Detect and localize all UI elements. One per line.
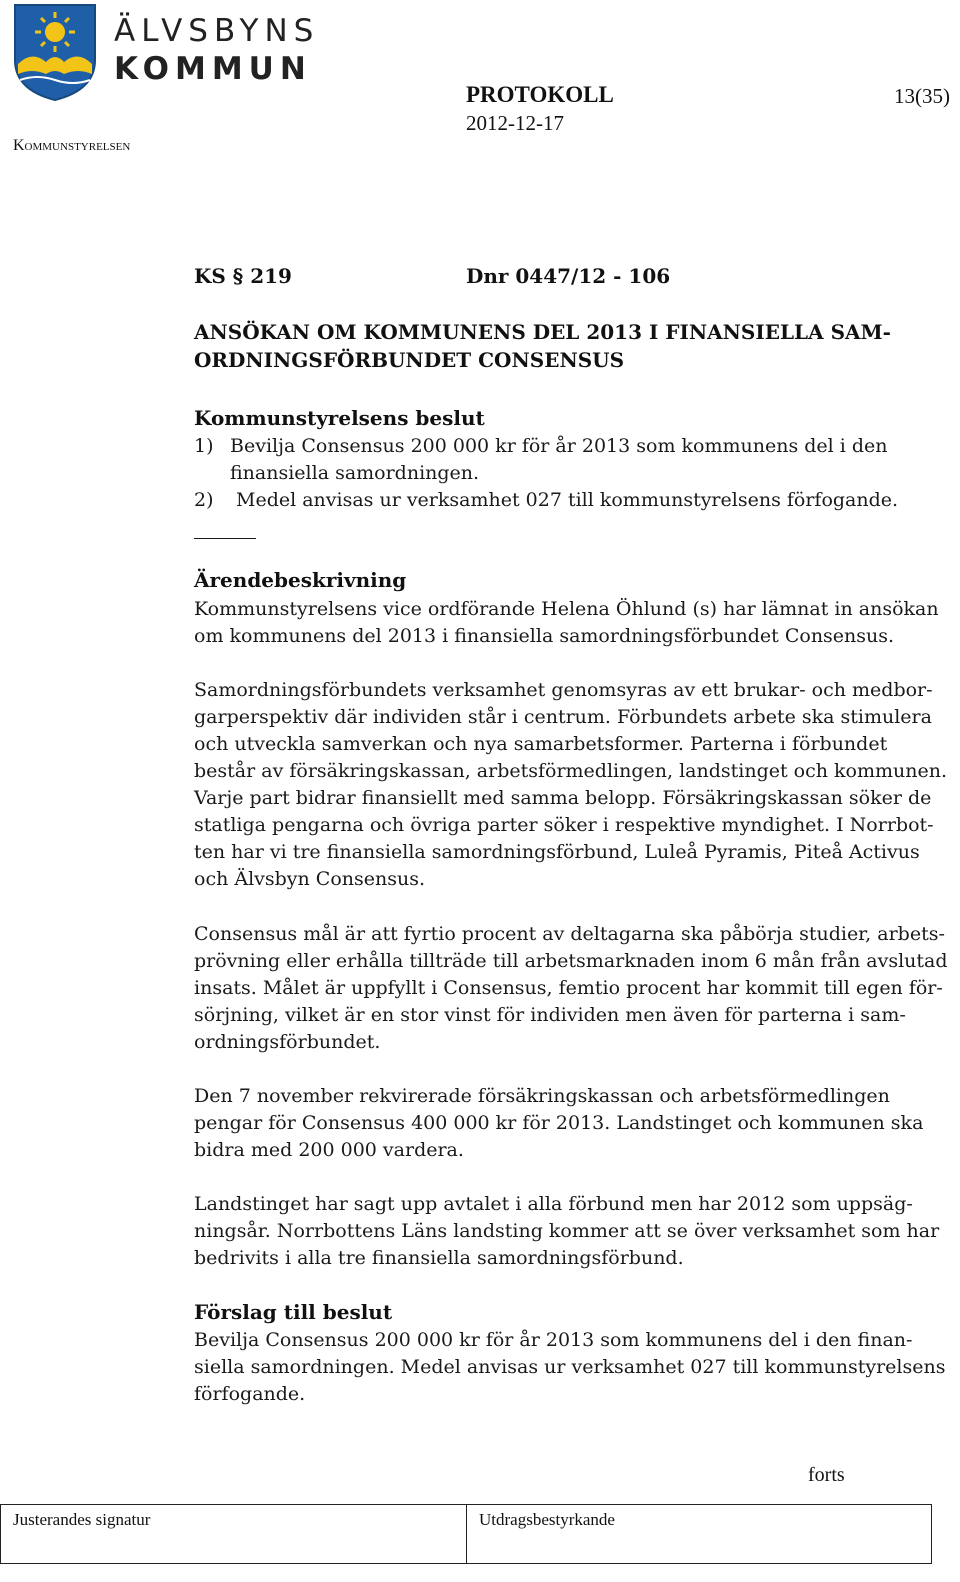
paragraph-line: Den 7 november rekvirerade försäkringskassan och arbetsförmedlingen bbox=[194, 1085, 890, 1107]
document-type: PROTOKOLL bbox=[466, 82, 614, 107]
decision-item-line: Medel anvisas ur verksamhet 027 till kommunstyrelsens förfogande. bbox=[236, 489, 899, 511]
paragraph-line: statliga pengarna och övriga parter söker i respektive myndighet. I Norrbot- bbox=[194, 814, 934, 836]
paragraph-line: Bevilja Consensus 200 000 kr för år 2013 som kommunens del i den finan- bbox=[194, 1329, 913, 1351]
document-date: 2012-12-17 bbox=[466, 111, 564, 135]
decision-item-number: 1) bbox=[194, 435, 214, 457]
paragraph-line: Kommunstyrelsens vice ordförande Helena Öhlund (s) har lämnat in ansökan bbox=[194, 598, 939, 620]
description-paragraph bbox=[194, 1083, 923, 1164]
decision-heading: Kommunstyrelsens beslut bbox=[194, 406, 485, 430]
proposal-heading: Förslag till beslut bbox=[194, 1300, 393, 1324]
case-title-line: ORDNINGSFÖRBUNDET CONSENSUS bbox=[194, 348, 625, 372]
decision-item-number: 2) bbox=[194, 489, 214, 511]
signature-cell bbox=[1, 1505, 467, 1563]
proposal-paragraph bbox=[194, 1327, 945, 1408]
extract-cell bbox=[467, 1505, 931, 1563]
description-paragraph bbox=[194, 596, 939, 650]
paragraph-line: ningsår. Norrbottens Läns landsting kommer att se över verksamhet som har bbox=[194, 1220, 940, 1242]
paragraph-line: Varje part bidrar finansiellt med samma belopp. Försäkringskassan söker de bbox=[194, 787, 932, 809]
paragraph-line: består av försäkringskassan, arbetsförmedlingen, landstinget och kommunen. bbox=[194, 760, 947, 782]
case-dnr: Dnr 0447/12 - 106 bbox=[466, 264, 671, 288]
page-number: 13(35) bbox=[894, 84, 950, 108]
paragraph-line: och Älvsbyn Consensus. bbox=[194, 868, 426, 890]
description-paragraph bbox=[194, 921, 948, 1056]
paragraph-line: pengar för Consensus 400 000 kr för 2013. Landstinget och kommunen ska bbox=[194, 1112, 924, 1134]
logo-line-2: KOMMUN bbox=[114, 51, 312, 87]
paragraph-line: insats. Målet är uppfyllt i Consensus, femtio procent har kommit till egen för- bbox=[194, 977, 943, 999]
paragraph-line: Landstinget har sagt upp avtalet i alla förbund men har 2012 som uppsäg- bbox=[194, 1193, 913, 1215]
paragraph-line: siella samordningen. Medel anvisas ur verksamhet 027 till kommunstyrelsens bbox=[194, 1356, 946, 1378]
paragraph-line: bidra med 200 000 vardera. bbox=[194, 1139, 464, 1161]
signature-label: Justerandes signatur bbox=[13, 1510, 151, 1529]
paragraph-line: garperspektiv där individen står i centrum. Förbundets arbete ska stimulera bbox=[194, 706, 932, 728]
section-divider bbox=[194, 538, 256, 539]
paragraph-line: prövning eller erhålla tillträde till arbetsmarknaden inom 6 mån från avslutad bbox=[194, 950, 948, 972]
decision-item bbox=[194, 487, 898, 514]
logo-wordmark bbox=[114, 12, 319, 88]
department-name: Kommunstyrelsen bbox=[13, 137, 131, 154]
paragraph-line: ordningsförbundet. bbox=[194, 1031, 381, 1053]
decision-item-line: Bevilja Consensus 200 000 kr för år 2013 som kommunens del i den bbox=[230, 435, 888, 457]
paragraph-line: förfogande. bbox=[194, 1383, 306, 1405]
paragraph-line: Consensus mål är att fyrtio procent av deltagarna ska påbörja studier, arbets- bbox=[194, 923, 945, 945]
decision-item-line: finansiella samordningen. bbox=[230, 462, 480, 484]
description-paragraph bbox=[194, 677, 947, 893]
logo-line-1: ÄLVSBYNS bbox=[114, 13, 320, 49]
paragraph-line: och utveckla samverkan och nya samarbetsformer. Parterna i förbundet bbox=[194, 733, 888, 755]
paragraph-line: bedrivits i alla tre finansiella samordningsförbund. bbox=[194, 1247, 684, 1269]
description-heading: Ärendebeskrivning bbox=[194, 568, 407, 592]
paragraph-line: sörjning, vilket är en stor vinst för individen men även för parterna i sam- bbox=[194, 1004, 906, 1026]
case-title bbox=[194, 318, 891, 374]
paragraph-line: ten har vi tre finansiella samordningsförbund, Luleå Pyramis, Piteå Activus bbox=[194, 841, 920, 863]
extract-label: Utdragsbestyrkande bbox=[479, 1510, 615, 1529]
continues-marker: forts bbox=[808, 1464, 845, 1486]
municipality-crest bbox=[12, 2, 98, 102]
signature-table bbox=[0, 1504, 932, 1564]
paragraph-line: om kommunens del 2013 i finansiella samordningsförbundet Consensus. bbox=[194, 625, 895, 647]
description-paragraph bbox=[194, 1191, 939, 1272]
case-number: KS § 219 bbox=[194, 264, 292, 288]
decision-item bbox=[194, 433, 888, 487]
case-title-line: ANSÖKAN OM KOMMUNENS DEL 2013 I FINANSIELLA SAM- bbox=[194, 320, 891, 344]
paragraph-line: Samordningsförbundets verksamhet genomsyras av ett brukar- och medbor- bbox=[194, 679, 933, 701]
